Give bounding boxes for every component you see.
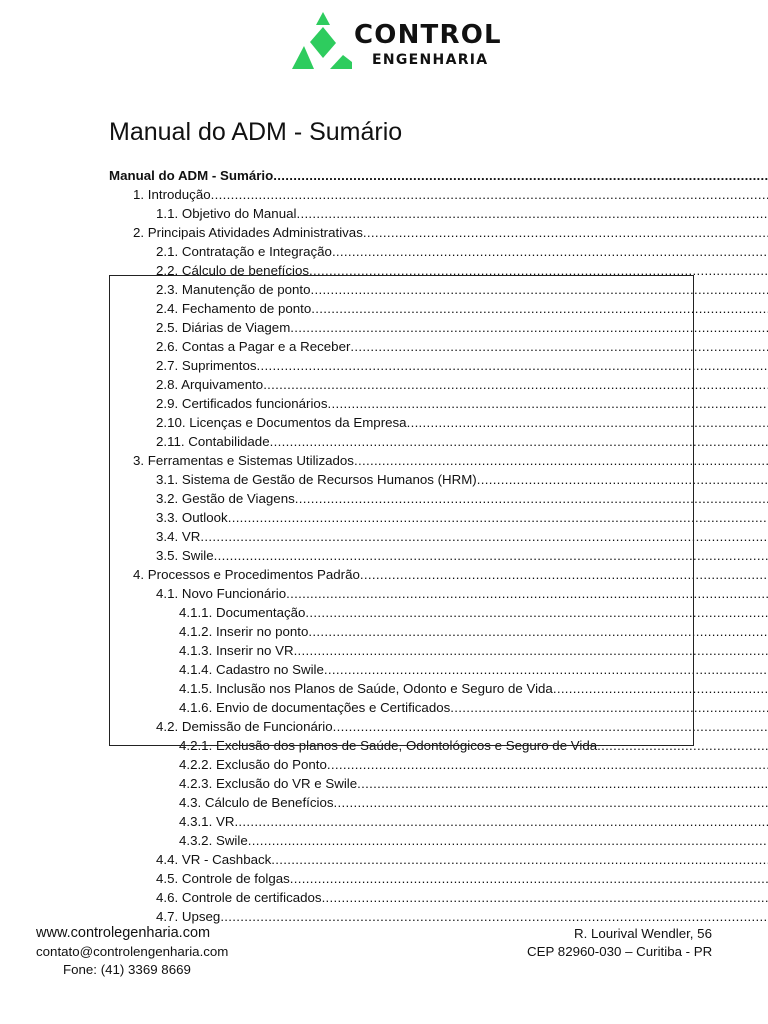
toc-entry[interactable] [156, 584, 768, 603]
toc-entry-label: 2.11. Contabilidade [156, 434, 270, 449]
toc-entry-label: 4.3. Cálculo de Benefícios [179, 795, 334, 810]
toc-entry-label: 4.3.1. VR [179, 814, 235, 829]
toc-entry-label: 4.3.2. Swile [179, 833, 248, 848]
toc-entry[interactable] [156, 318, 768, 337]
toc-entry[interactable] [156, 546, 768, 565]
toc-entry[interactable] [133, 223, 768, 242]
toc-entry[interactable] [179, 660, 768, 679]
toc-entry[interactable] [179, 831, 768, 850]
toc-entry[interactable] [156, 375, 768, 394]
toc-entry-label: 3.5. Swile [156, 548, 214, 563]
toc-entry[interactable] [156, 850, 768, 869]
toc-entry[interactable] [156, 337, 768, 356]
toc-entry-label: 4.1.2. Inserir no ponto [179, 624, 309, 639]
toc-entry[interactable] [156, 280, 768, 299]
footer-postal-address: CEP 82960-030 – Curitiba - PR [527, 944, 713, 959]
toc-entry[interactable] [179, 774, 768, 793]
toc-entry[interactable] [156, 204, 768, 223]
toc-entry[interactable] [156, 869, 768, 888]
toc-entry[interactable] [133, 565, 768, 584]
toc-entry-label: 2.1. Contratação e Integração [156, 244, 332, 259]
toc-entry[interactable] [179, 641, 768, 660]
toc-entry-label: 1.1. Objetivo do Manual [156, 206, 297, 221]
document-title: Manual do ADM - Sumário [109, 118, 403, 146]
toc-entry[interactable] [179, 603, 768, 622]
toc-entry[interactable] [179, 679, 768, 698]
toc-entry[interactable] [179, 736, 768, 755]
toc-entry-label: 2. Principais Atividades Administrativas [133, 225, 363, 240]
toc-entry[interactable] [156, 299, 768, 318]
toc-entry[interactable] [109, 166, 768, 185]
toc-entry-label: 3.4. VR [156, 529, 201, 544]
toc-entry-label: Manual do ADM - Sumário [109, 168, 274, 183]
toc-entry[interactable] [156, 242, 768, 261]
toc-entry[interactable] [179, 793, 768, 812]
toc-entry[interactable] [133, 185, 768, 204]
toc-entry-label: 4.2.1. Exclusão dos planos de Saúde, Odontológicos e Seguro de Vida [179, 738, 598, 753]
toc-entry-label: 4.6. Controle de certificados [156, 890, 322, 905]
toc-entry-label: 4. Processos e Procedimentos Padrão [133, 567, 360, 582]
toc-entry[interactable] [179, 698, 768, 717]
toc-entry[interactable] [156, 508, 768, 527]
company-logo [290, 10, 520, 72]
footer-phone: Fone: (41) 3369 8669 [63, 962, 191, 977]
toc-entry-label: 2.6. Contas a Pagar e a Receber [156, 339, 351, 354]
toc-entry-label: 4.1.5. Inclusão nos Planos de Saúde, Odonto e Seguro de Vida [179, 681, 553, 696]
toc-entry-label: 2.10. Licenças e Documentos da Empresa [156, 415, 407, 430]
toc-entry-label: 3. Ferramentas e Sistemas Utilizados [133, 453, 354, 468]
toc-entry[interactable] [156, 394, 768, 413]
toc-entry[interactable] [156, 717, 768, 736]
toc-entry[interactable] [133, 451, 768, 470]
toc-entry-label: 4.1.6. Envio de documentações e Certificados [179, 700, 451, 715]
toc-entry[interactable] [156, 261, 768, 280]
toc-entry[interactable] [179, 755, 768, 774]
toc-entry-label: 4.2.3. Exclusão do VR e Swile [179, 776, 358, 791]
toc-entry-label: 4.2.2. Exclusão do Ponto [179, 757, 327, 772]
logo-name: CONTROL [354, 20, 502, 50]
toc-entry[interactable] [156, 470, 768, 489]
toc-entry[interactable] [156, 489, 768, 508]
toc-entry-label: 2.7. Suprimentos [156, 358, 257, 373]
toc-entry-label: 2.8. Arquivamento [156, 377, 264, 392]
toc-entry-label: 4.4. VR - Cashback [156, 852, 272, 867]
toc-entry-label: 3.2. Gestão de Viagens [156, 491, 295, 506]
toc-entry-label: 4.1.4. Cadastro no Swile [179, 662, 324, 677]
toc-entry-label: 4.5. Controle de folgas [156, 871, 290, 886]
toc-entry-label: 2.2. Cálculo de benefícios [156, 263, 310, 278]
toc-entry[interactable] [156, 888, 768, 907]
toc-entry-label: 2.5. Diárias de Viagem [156, 320, 291, 335]
logo-subtitle: ENGENHARIA [372, 52, 489, 68]
toc-entry[interactable] [179, 812, 768, 831]
toc-entry-label: 2.3. Manutenção de ponto [156, 282, 311, 297]
toc-entry-label: 4.1.3. Inserir no VR [179, 643, 294, 658]
toc-entry-label: 4.1.1. Documentação [179, 605, 306, 620]
toc-entry[interactable] [156, 527, 768, 546]
toc-entry-label: 4.2. Demissão de Funcionário [156, 719, 333, 734]
table-of-contents [0, 166, 768, 926]
toc-entry[interactable] [156, 907, 768, 926]
toc-entry-label: 1. Introdução [133, 187, 211, 202]
toc-entry-label: 4.7. Upseg [156, 909, 221, 924]
toc-entry[interactable] [156, 356, 768, 375]
footer-website[interactable]: www.controlegenharia.com [36, 925, 211, 941]
toc-entry[interactable] [179, 622, 768, 641]
toc-entry[interactable] [156, 432, 768, 451]
toc-entry[interactable] [156, 413, 768, 432]
toc-entry-label: 3.1. Sistema de Gestão de Recursos Humanos (HRM) [156, 472, 477, 487]
footer-email[interactable]: contato@controlengenharia.com [36, 944, 229, 959]
toc-entry-label: 4.1. Novo Funcionário [156, 586, 287, 601]
toc-entry-label: 2.9. Certificados funcionários [156, 396, 328, 411]
footer-street-address: R. Lourival Wendler, 56 [574, 926, 712, 941]
toc-entry-label: 3.3. Outlook [156, 510, 228, 525]
toc-entry-label: 2.4. Fechamento de ponto [156, 301, 312, 316]
logo-mark-icon [290, 10, 352, 72]
